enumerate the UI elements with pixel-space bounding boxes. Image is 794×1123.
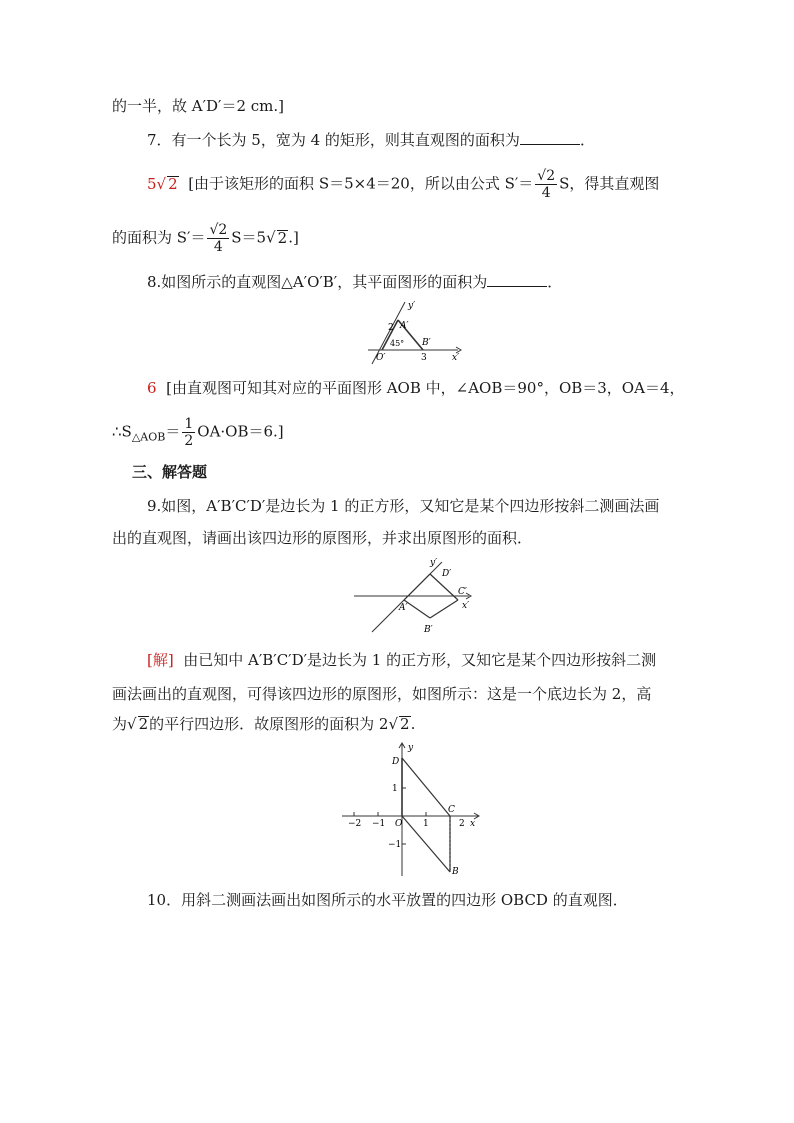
tick-label: 2 <box>388 323 394 333</box>
answer-blank <box>520 130 580 145</box>
tick-label: 1 <box>392 784 398 794</box>
point-label: O′ <box>376 353 386 363</box>
tick-label: −2 <box>348 819 362 829</box>
tick-label: −1 <box>388 840 402 850</box>
question-10: 10．用斜二测画法画出如图所示的水平放置的四边形 OBCD 的直观图． <box>147 891 628 909</box>
tick-label: −1 <box>372 819 386 829</box>
point-label: C <box>448 805 455 815</box>
x-axis-label: x′ <box>452 353 460 363</box>
answer-8: 6 [由直观图可知其对应的平面图形 AOB 中，∠AOB＝90°，OB＝3，OA＝4， <box>147 379 685 397</box>
tick-label: 2 <box>459 819 465 829</box>
question-text: 7．有一个长为 5，宽为 4 的矩形，则其直观图的面积为 <box>147 131 520 149</box>
answer-value: 6 <box>147 379 157 397</box>
point-label: D <box>392 757 400 767</box>
point-label: B <box>452 867 459 877</box>
point-label: A′ <box>400 321 409 331</box>
tick-label: 3 <box>421 353 427 363</box>
point-label: O <box>395 819 403 829</box>
question-9: 9.如图，A′B′C′D′是边长为 1 的正方形，又知它是某个四边形按斜二测画法画 <box>147 497 660 515</box>
y-axis-label: y′ <box>430 558 438 568</box>
question-7: 7．有一个长为 5，宽为 4 的矩形，则其直观图的面积为 ． <box>147 131 595 149</box>
solution-tag: [解] <box>147 651 174 669</box>
x-axis-label: x <box>470 819 476 829</box>
figure-9-solution <box>338 740 484 880</box>
answer-blank <box>487 272 547 287</box>
answer-value: 5√ 2 <box>147 174 178 193</box>
y-axis-label: y′ <box>408 301 416 311</box>
solution-9-cont: 为√ 2的平行四边形．故原图形的面积为 2√ 2. <box>112 715 416 733</box>
solution-9-cont: 画法画出的直观图，可得该四边形的原图形，如图所示：这是一个底边长为 2，高 <box>112 685 652 703</box>
tick-label: 1 <box>423 819 429 829</box>
text-line: 的一半，故 A′D′＝2 cm.] <box>112 97 284 115</box>
answer-8-cont: $\therefore S_{\triangle AOB}=$ $\frac{1}{2}$ OA·OB＝6.] <box>112 416 284 449</box>
fraction: $\frac{1}{2}$ <box>184 416 194 449</box>
y-axis-label: y <box>408 743 414 753</box>
answer-7-cont: 的面积为 S′＝ $\frac{√2}{4}$ S＝5√ 2.] <box>112 222 299 255</box>
question-9-cont: 出的直观图，请画出该四边形的原图形，并求出原图形的面积． <box>112 529 533 547</box>
section-heading: 三、解答题 <box>132 463 208 481</box>
point-label: C′ <box>458 587 467 597</box>
figure-9 <box>354 556 474 636</box>
point-label: B′ <box>424 625 433 635</box>
fraction: $\frac{√2}{4}$ <box>537 168 556 201</box>
point-label: B′ <box>422 338 431 348</box>
answer-7: 5√ 2 [由于该矩形的面积 S＝5×4＝20，所以由公式 S′＝ $\frac{√2}{4}$ S，得其直观图 <box>147 168 660 201</box>
point-label: D′ <box>442 569 452 579</box>
figure-8 <box>360 298 470 368</box>
question-8: 8.如图所示的直观图△A′O′B′，其平面图形的面积为 ． <box>147 273 563 291</box>
solution-9: [解] 由已知中 A′B′C′D′是边长为 1 的正方形，又知它是某个四边形按斜二测 <box>147 651 657 669</box>
point-label: A′ <box>399 603 408 613</box>
fraction: $\frac{√2}{4}$ <box>209 222 228 255</box>
x-axis-label: x′ <box>462 601 470 611</box>
angle-label: 45° <box>390 339 405 348</box>
